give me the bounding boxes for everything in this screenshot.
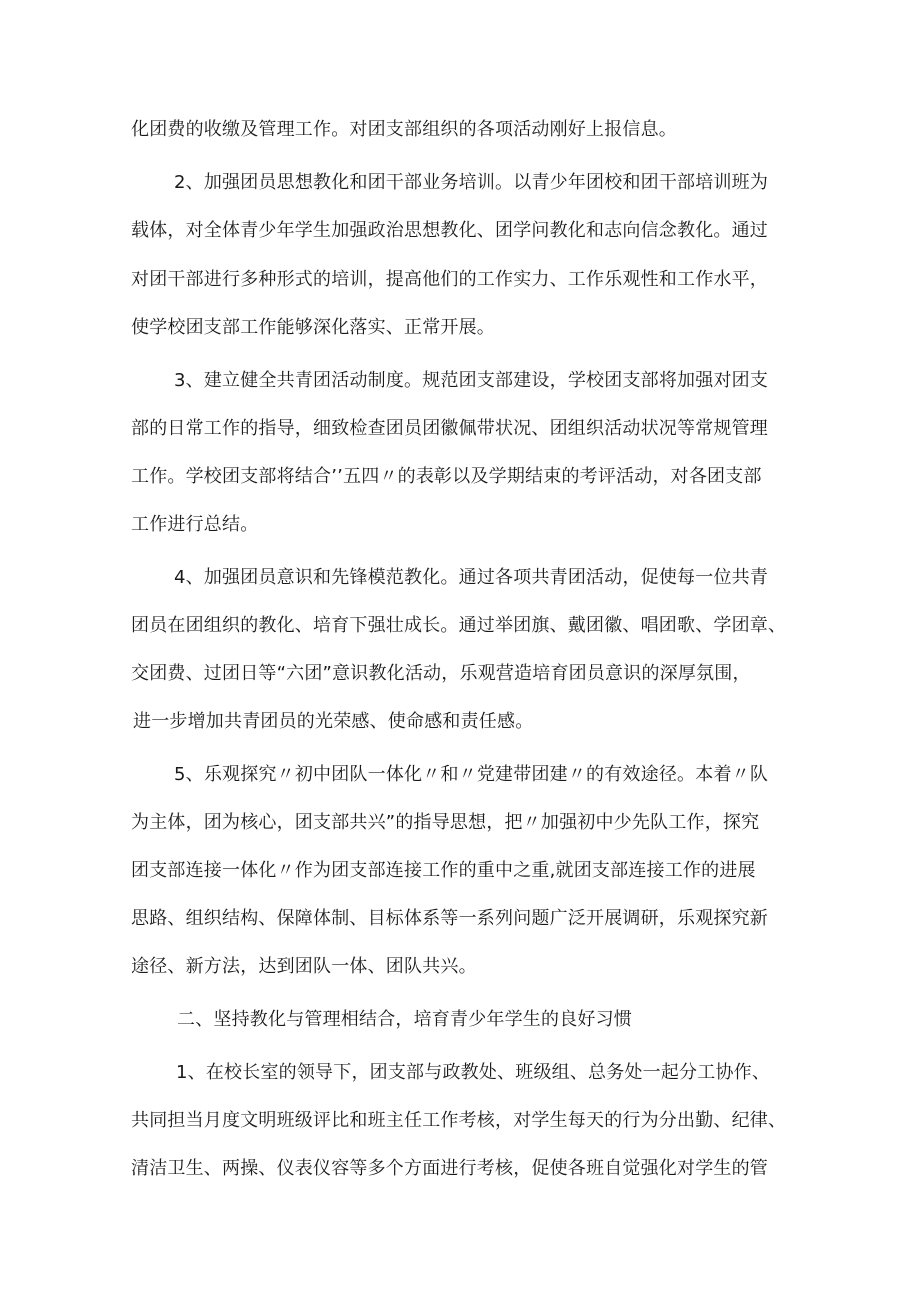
text-line: 思路、组织结构、保障体制、目标体系等一系列问题广泛开展调研，乐观探究新 <box>131 908 768 929</box>
text-line: 化团费的收缴及管理工作。对团支部组织的各项活动刚好上报信息。 <box>131 119 677 140</box>
paragraph-2-heading: 2、加强团员思想教化和团干部业务培训。以青少年团校和团干部培训班为 <box>174 172 769 193</box>
text-line: 工作。学校团支部将结合’’五四〃的表彰以及学期结束的考评活动，对各团支部 <box>131 466 762 487</box>
paragraph-1-heading: 1、在校长室的领导下，团支部与政教处、班级组、总务处一起分工协作、 <box>176 1062 771 1083</box>
text-line: 清洁卫生、两操、仪表仪容等多个方面进行考核，促使各班自觉强化对学生的管 <box>131 1158 768 1179</box>
text-line: 载体，对全体青少年学生加强政治思想教化、团学问教化和志向信念教化。通过 <box>131 220 768 241</box>
paragraph-5-heading: 5、乐观探究〃初中团队一体化〃和〃党建带团建〃的有效途径。本着〃队 <box>174 764 769 785</box>
text-line: 共同担当月度文明班级评比和班主任工作考核，对学生每天的行为分出勤、纪律、 <box>131 1110 787 1131</box>
text-line: 进一步增加共青团员的光荣感、使命感和责任感。 <box>133 711 534 732</box>
text-line: 团支部连接一体化〃作为团支部连接工作的重中之重,就团支部连接工作的进展 <box>131 860 756 881</box>
text-line: 途径、新方法，达到团队一体、团队共兴。 <box>131 956 477 977</box>
text-line: 部的日常工作的指导，细致检查团员团徽佩带状况、团组织活动状况等常规管理 <box>131 418 768 439</box>
text-line: 对团干部进行多种形式的培训，提高他们的工作实力、工作乐观性和工作水平， <box>131 269 768 290</box>
text-line: 工作进行总结。 <box>131 514 259 535</box>
paragraph-3-heading: 3、建立健全共青团活动制度。规范团支部建设，学校团支部将加强对团支 <box>174 370 769 391</box>
text-line: 使学校团支部工作能够深化落实、正常开展。 <box>131 317 495 338</box>
paragraph-4-heading: 4、加强团员意识和先锋模范教化。通过各项共青团活动，促使每一位共青 <box>174 567 769 588</box>
section-heading-2: 二、坚持教化与管理相结合，培育青少年学生的良好习惯 <box>177 1009 632 1030</box>
text-line: 交团费、过团日等“六团”意识教化活动，乐观营造培育团员意识的深厚氛围， <box>131 663 751 684</box>
text-line: 团员在团组织的教化、培育下强壮成长。通过举团旗、戴团徽、唱团歌、学团章、 <box>131 615 787 636</box>
text-line: 为主体，团为核心，团支部共兴”的指导思想，把〃加强初中少先队工作，探究 <box>131 812 760 833</box>
